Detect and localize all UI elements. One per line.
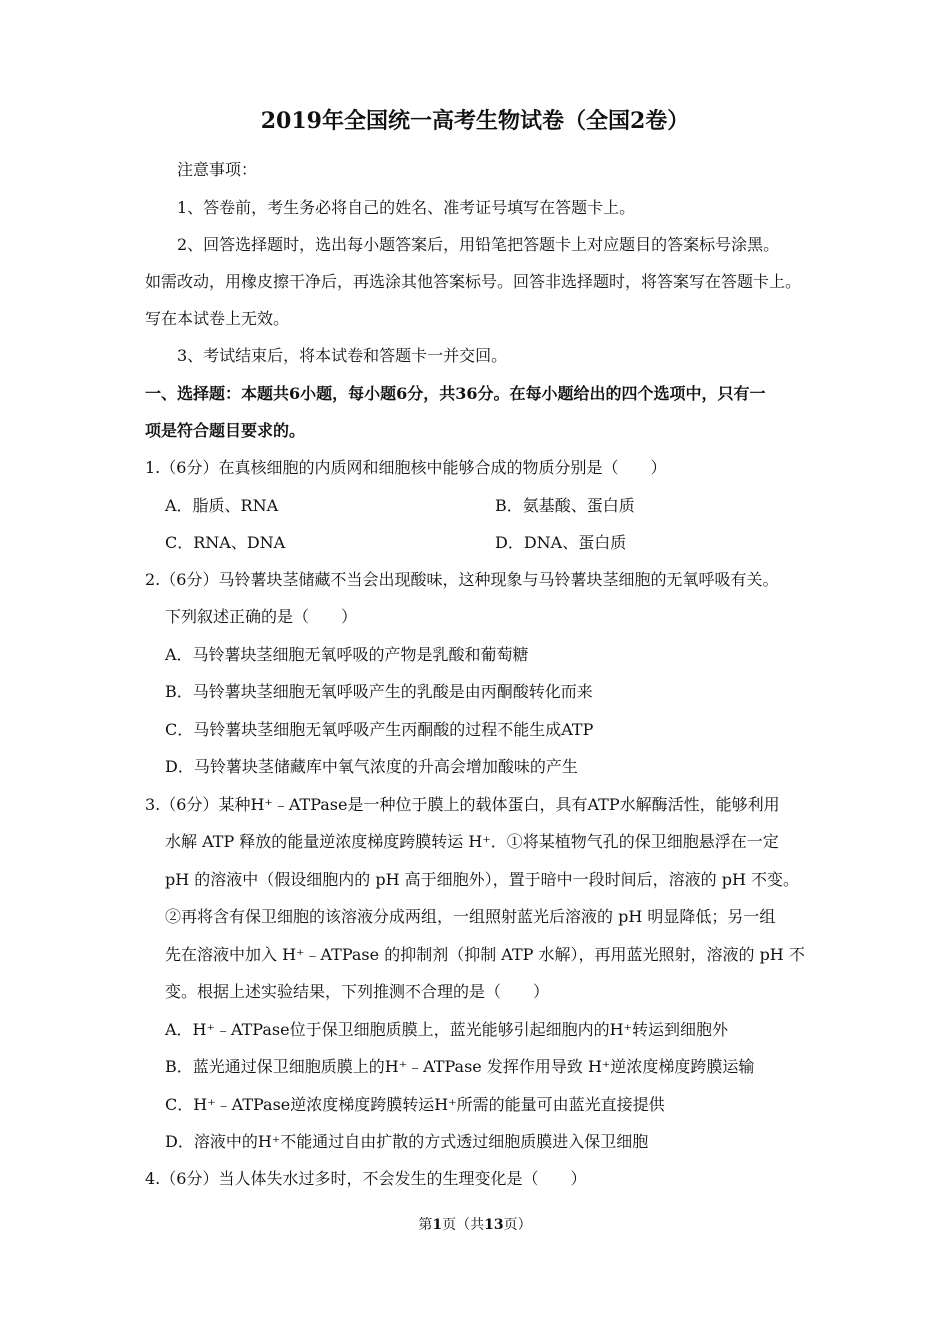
footer-total-pages: 13: [484, 1217, 504, 1233]
footer-page-number: 1: [432, 1217, 443, 1233]
question-3-stem-4: ②再将含有保卫细胞的该溶液分成两组，一组照射蓝光后溶液的 pH 明显降低；另一组: [165, 907, 776, 926]
question-3-stem-6: 变。根据上述实验结果，下列推测不合理的是（ ）: [165, 982, 550, 1001]
question-4-stem: 4.（6分）当人体失水过多时，不会发生的生理变化是（ ）: [145, 1169, 587, 1188]
question-3-stem-3: pH 的溶液中（假设细胞内的 pH 高于细胞外），置于暗中一段时间后，溶液的 pH 不变。: [165, 870, 800, 889]
question-1-option-c: C．RNA、DNA: [165, 533, 286, 552]
question-2-stem: 2.（6分）马铃薯块茎储藏不当会出现酸味，这种现象与马铃薯块茎细胞的无氧呼吸有关。: [145, 570, 779, 589]
question-3-option-c: C．H⁺﹣ATPase逆浓度梯度跨膜转运H⁺所需的能量可由蓝光直接提供: [165, 1095, 665, 1114]
question-2-stem-cont: 下列叙述正确的是（ ）: [165, 607, 358, 626]
question-3-option-d: D．溶液中的H⁺不能通过自由扩散的方式透过细胞质膜进入保卫细胞: [165, 1132, 649, 1151]
question-1-option-b: B．氨基酸、蛋白质: [495, 496, 635, 515]
notes-item-2-cont2: 写在本试卷上无效。: [145, 309, 290, 328]
footer-suffix: 页）: [503, 1217, 532, 1233]
question-2-option-d: D．马铃薯块茎储藏库中氧气浓度的升高会增加酸味的产生: [165, 757, 578, 776]
notes-item-3: 3、考试结束后，将本试卷和答题卡一并交回。: [177, 346, 508, 365]
question-3-stem-5: 先在溶液中加入 H⁺﹣ATPase 的抑制剂（抑制 ATP 水解），再用蓝光照射，溶液的 pH 不: [165, 945, 805, 964]
question-3-option-b: B．蓝光通过保卫细胞质膜上的H⁺﹣ATPase 发挥作用导致 H⁺逆浓度梯度跨膜运输: [165, 1057, 755, 1076]
question-2-option-c: C．马铃薯块茎细胞无氧呼吸产生丙酮酸的过程不能生成ATP: [165, 720, 594, 739]
section-heading-cont: 项是符合题目要求的。: [145, 421, 306, 440]
section-heading: 一、选择题：本题共6小题，每小题6分，共36分。在每小题给出的四个选项中，只有一: [145, 384, 766, 403]
notes-item-1: 1、答卷前，考生务必将自己的姓名、准考证号填写在答题卡上。: [177, 198, 636, 217]
notes-item-2: 2、回答选择题时，选出每小题答案后，用铅笔把答题卡上对应题目的答案标号涂黑。: [177, 235, 780, 254]
page-footer: [0, 1214, 950, 1234]
question-1-stem: 1.（6分）在真核细胞的内质网和细胞核中能够合成的物质分别是（ ）: [145, 458, 667, 477]
page-title: 2019年全国统一高考生物试卷（全国2卷）: [260, 108, 690, 134]
question-1-option-a: A．脂质、RNA: [165, 496, 279, 515]
question-3-stem: 3.（6分）某种H⁺﹣ATPase是一种位于膜上的载体蛋白，具有ATP水解酶活性，能够利用: [145, 795, 780, 814]
footer-middle: 页（共: [442, 1217, 485, 1233]
question-1-option-d: D．DNA、蛋白质: [495, 533, 627, 552]
question-3-stem-2: 水解 ATP 释放的能量逆浓度梯度跨膜转运 H⁺．①将某植物气孔的保卫细胞悬浮在一定: [165, 832, 779, 851]
notes-item-2-cont: 如需改动，用橡皮擦干净后，再选涂其他答案标号。回答非选择题时，将答案写在答题卡上。: [145, 272, 802, 291]
question-3-option-a: A．H⁺﹣ATPase位于保卫细胞质膜上，蓝光能够引起细胞内的H⁺转运到细胞外: [165, 1020, 728, 1039]
question-2-option-a: A．马铃薯块茎细胞无氧呼吸的产物是乳酸和葡萄糖: [165, 645, 529, 664]
notes-heading: 注意事项：: [177, 160, 258, 179]
footer-prefix: 第: [418, 1217, 433, 1233]
question-2-option-b: B．马铃薯块茎细胞无氧呼吸产生的乳酸是由丙酮酸转化而来: [165, 682, 593, 701]
